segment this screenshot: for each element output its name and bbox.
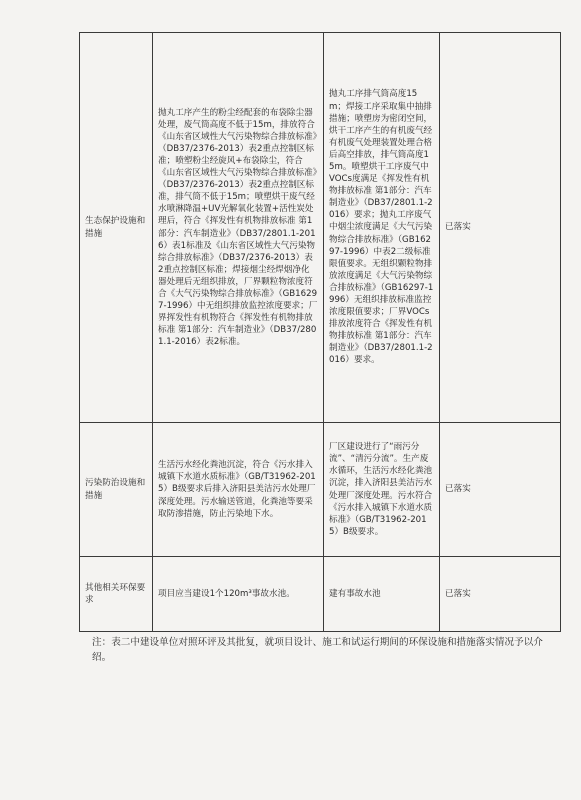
status-cell: 已落实 [440, 423, 561, 557]
eia-requirement-cell: 项目应当建设1个120m³事故水池。 [153, 557, 324, 632]
row-category: 其他相关环保要求 [80, 557, 153, 632]
eia-requirement-cell: 生活污水经化粪池沉淀，符合《污水排入城镇下水道水质标准》（GB/T31962-2015）B级要求后排入济阳县美洁污水处理厂深度处理。污水输送管道，化粪池等要采取防渗措施，防止污染地下水。 [153, 423, 324, 557]
footnote-text: 表二中建设单位对照环评及其批复，就项目设计、施工和试运行期间的环保设施和措施落实情况予以介绍。 [92, 637, 543, 663]
status-cell: 已落实 [440, 557, 561, 632]
row-category: 生态保护设施和措施 [80, 33, 153, 423]
status-cell: 已落实 [440, 33, 561, 423]
environmental-measures-table [79, 32, 561, 632]
implementation-cell: 厂区建设进行了“雨污分流”、“清污分流”。生产废水循环，生活污水经化粪池沉淀，排入济阳县美洁污水处理厂深度处理。污水符合《污水排入城镇下水道水质标准》（GB/T31962-2015）B级要求。 [324, 423, 440, 557]
footnote [92, 635, 562, 665]
eia-requirement-cell: 抛丸工序产生的粉尘经配套的布袋除尘器处理，废气筒高度不低于15m，排放符合《山东省区域性大气污染物综合排放标准》（DB37/2376-2013）表2重点控制区标准；喷塑粉尘经旋风+布袋除尘，符合《山东省区域性大气污染物综合排放标准》（DB37/2376-2013）表2重点控制区标准，排气筒不低于15m；喷塑烘干废气经水喷淋降温+UV光解氧化装置+活性炭处理后，符合《挥发性有机物排放标准 第1部分：汽车制造业》（DB37/2801.1-2016）表1标准及《山东省区域性大气污染物综合排放标准》（DB37/2376-2013）表2重点控制区标准；焊接烟尘经焊烟净化器处理后无组织排放，厂界颗粒物浓度符合《大气污染物综合排放标准》（GB16297-1996）中无组织排放监控浓度要求；厂界挥发性有机物符合《挥发性有机物排放标准 第1部分：汽车制造业》（DB37/2801.1-2016）表2标准。 [153, 33, 324, 423]
implementation-cell: 建有事故水池 [324, 557, 440, 632]
table-row [80, 557, 561, 632]
table-row [80, 423, 561, 557]
table-row [80, 33, 561, 423]
row-category: 污染防治设施和措施 [80, 423, 153, 557]
implementation-cell: 抛丸工序排气筒高度15m；焊接工序采取集中抽排措施；喷塑房为密闭空间，烘干工序产生的有机废气经有机废气处理装置处理合格后高空排放，排气筒高度15m。喷塑烘干工序废气中VOCs度满足《挥发性有机物排放标准 第1部分：汽车制造业》（DB37/2801.1-2016）要求；抛丸工序废气中烟尘浓度满足《大气污染物综合排放标准》（GB16297-1996）中表2二级标准限值要求。无组织颗粒物排放浓度满足《大气污染物综合排放标准》（GB16297-1996）无组织排放标准监控浓度限值要求；厂界VOCs排放浓度符合《挥发性有机物排放标准 第1部分：汽车制造业》（DB37/2801.1-2016）要求。 [324, 33, 440, 423]
footnote-lead: 注： [92, 637, 112, 648]
